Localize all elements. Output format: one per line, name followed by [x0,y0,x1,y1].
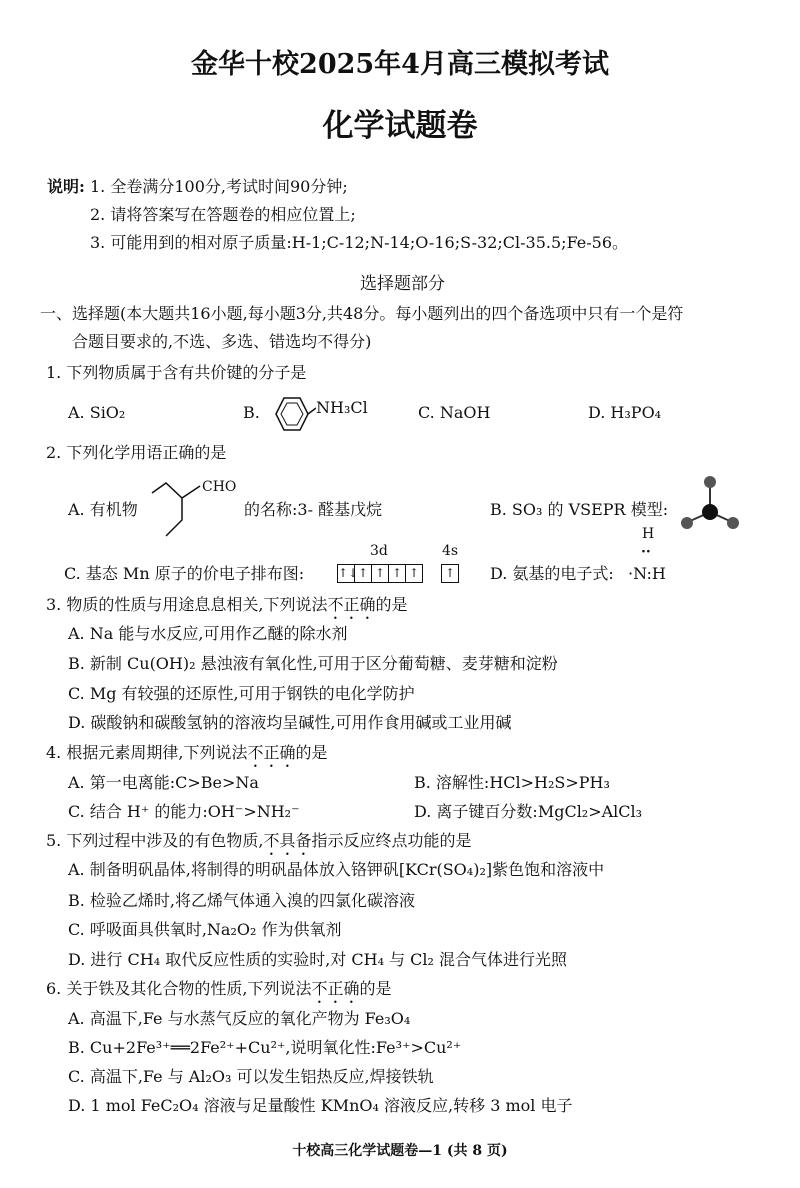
q1-option-b: B. [243,403,260,422]
stem-emphasis: 不正确 [247,743,296,762]
paper-subtitle: 化学试题卷 [322,108,478,144]
section-heading: 一、选择题(本大题共16小题,每小题3分,共48分。每小题列出的四个备选项中只有一个是符 [40,304,684,323]
q6-option-b: B. Cu+2Fe³⁺══2Fe²⁺+Cu²⁺,说明氧化性:Fe³⁺>Cu²⁺ [68,1038,462,1057]
q5-option-a: A. 制备明矾晶体,将制得的明矾晶体放入铬钾矾[KCr(SO₄)₂]紫色饱和溶液中 [68,860,605,879]
stem-text: 3. 物质的性质与用途息息相关,下列说法 [46,595,328,614]
orbital-box: ↑↓ [338,566,359,580]
q6-option-d: D. 1 mol FeC₂O₄ 溶液与足量酸性 KMnO₄ 溶液反应,转移 3 mol 电子 [68,1096,573,1115]
q1-option-b-formula: NH₃Cl [316,398,368,417]
stem-text: 的是 [295,743,328,762]
stem-text: 4. 根据元素周期律,下列说法 [46,743,248,762]
q4-option-a: A. 第一电离能:C>Be>Na [68,773,259,792]
orbital-4s-label: 4s [442,543,459,559]
stem-text: 指示反应终点功能的是 [311,831,472,850]
amino-h-top: H [642,526,655,542]
orbital-box: ↑ [372,565,389,582]
instruction-item: 1. 全卷满分100分,考试时间90分钟; [90,177,348,196]
q6-option-c: C. 高温下,Fe 与 Al₂O₃ 可以发生铝热反应,焊接铁轨 [68,1067,434,1086]
q3-option-a: A. Na 能与水反应,可用作乙醚的除水剂 [68,624,348,643]
q3-option-b: B. 新制 Cu(OH)₂ 悬浊液有氧化性,可用于区分葡萄糖、麦芽糖和淀粉 [68,654,558,673]
question-4-stem [46,743,327,771]
q3-option-c: C. Mg 有较强的还原性,可用于钢铁的电化学防护 [68,684,415,703]
q1-option-d: D. H₃PO₄ [588,403,662,422]
stem-text: 的是 [375,595,408,614]
orbital-3d-boxes [337,564,423,583]
exam-title: 金华十校2025年4月高三模拟考试 [191,49,609,80]
page-footer: 十校高三化学试题卷—1 (共 8 页) [292,1143,508,1159]
stem-text: 5. 下列过程中涉及的有色物质, [46,831,264,850]
q5-option-b: B. 检验乙烯时,将乙烯气体通入溴的四氯化碳溶液 [68,891,416,910]
question-1-stem: 1. 下列物质属于含有共价键的分子是 [46,363,307,382]
q1-option-c: C. NaOH [418,403,491,422]
q5-option-c: C. 呼吸面具供氧时,Na₂O₂ 作为供氧剂 [68,920,342,939]
q4-option-d: D. 离子键百分数:MgCl₂>AlCl₃ [414,802,643,821]
orbital-box: ↑ [389,565,406,582]
stem-text: 的是 [359,979,392,998]
q2-option-c: C. 基态 Mn 原子的价电子排布图: [64,564,305,583]
benzene-ring-icon [266,392,316,436]
stem-text: 6. 关于铁及其化合物的性质,下列说法 [46,979,312,998]
orbital-box: ↑ [408,566,420,580]
q6-option-a: A. 高温下,Fe 与水蒸气反应的氧化产物为 Fe₃O₄ [68,1009,411,1028]
q2-option-a: A. 有机物 [68,500,138,519]
organic-skeletal-structure [148,478,208,540]
q1-option-a: A. SiO₂ [68,403,126,422]
section-title: 选择题部分 [360,274,445,294]
so3-vsepr-model [680,474,740,532]
question-6-stem [46,979,391,1007]
q3-option-d: D. 碳酸钠和碳酸氢钠的溶液均呈碱性,可用作食用碱或工业用碱 [68,713,512,732]
orbital-3d-label: 3d [370,543,388,559]
question-5-stem [46,831,471,859]
instruction-item: 2. 请将答案写在答题卷的相应位置上; [90,205,356,224]
q2-aldehyde-group: CHO [202,479,237,495]
stem-emphasis: 不正确 [327,595,376,614]
question-2-stem: 2. 下列化学用语正确的是 [46,443,227,462]
q2-option-a-name: 的名称:3- 醛基戊烷 [244,500,383,519]
orbital-4s-box: ↑ [441,564,459,583]
q4-option-b: B. 溶解性:HCl>H₂S>PH₃ [414,773,610,792]
q5-option-d: D. 进行 CH₄ 取代反应性质的实验时,对 CH₄ 与 Cl₂ 混合气体进行光照 [68,950,568,969]
instruction-item: 3. 可能用到的相对原子质量:H-1;C-12;N-14;O-16;S-32;Cl-35.5;Fe-56。 [90,233,629,252]
orbital-box: ↑ [355,565,372,582]
q4-option-c: C. 结合 H⁺ 的能力:OH⁻>NH₂⁻ [68,802,300,821]
amino-electron-formula: ·N:H [628,564,666,583]
question-3-stem [46,595,407,623]
q2-option-d: D. 氨基的电子式: [490,564,614,583]
amino-dots: ·· [641,544,651,560]
stem-emphasis: 不正确 [311,979,360,998]
q2-option-b: B. SO₃ 的 VSEPR 模型: [490,500,669,519]
instructions-label: 说明: [47,177,85,196]
stem-emphasis: 不具备 [263,831,312,850]
section-heading-cont: 合题目要求的,不选、多选、错选均不得分) [72,332,372,351]
